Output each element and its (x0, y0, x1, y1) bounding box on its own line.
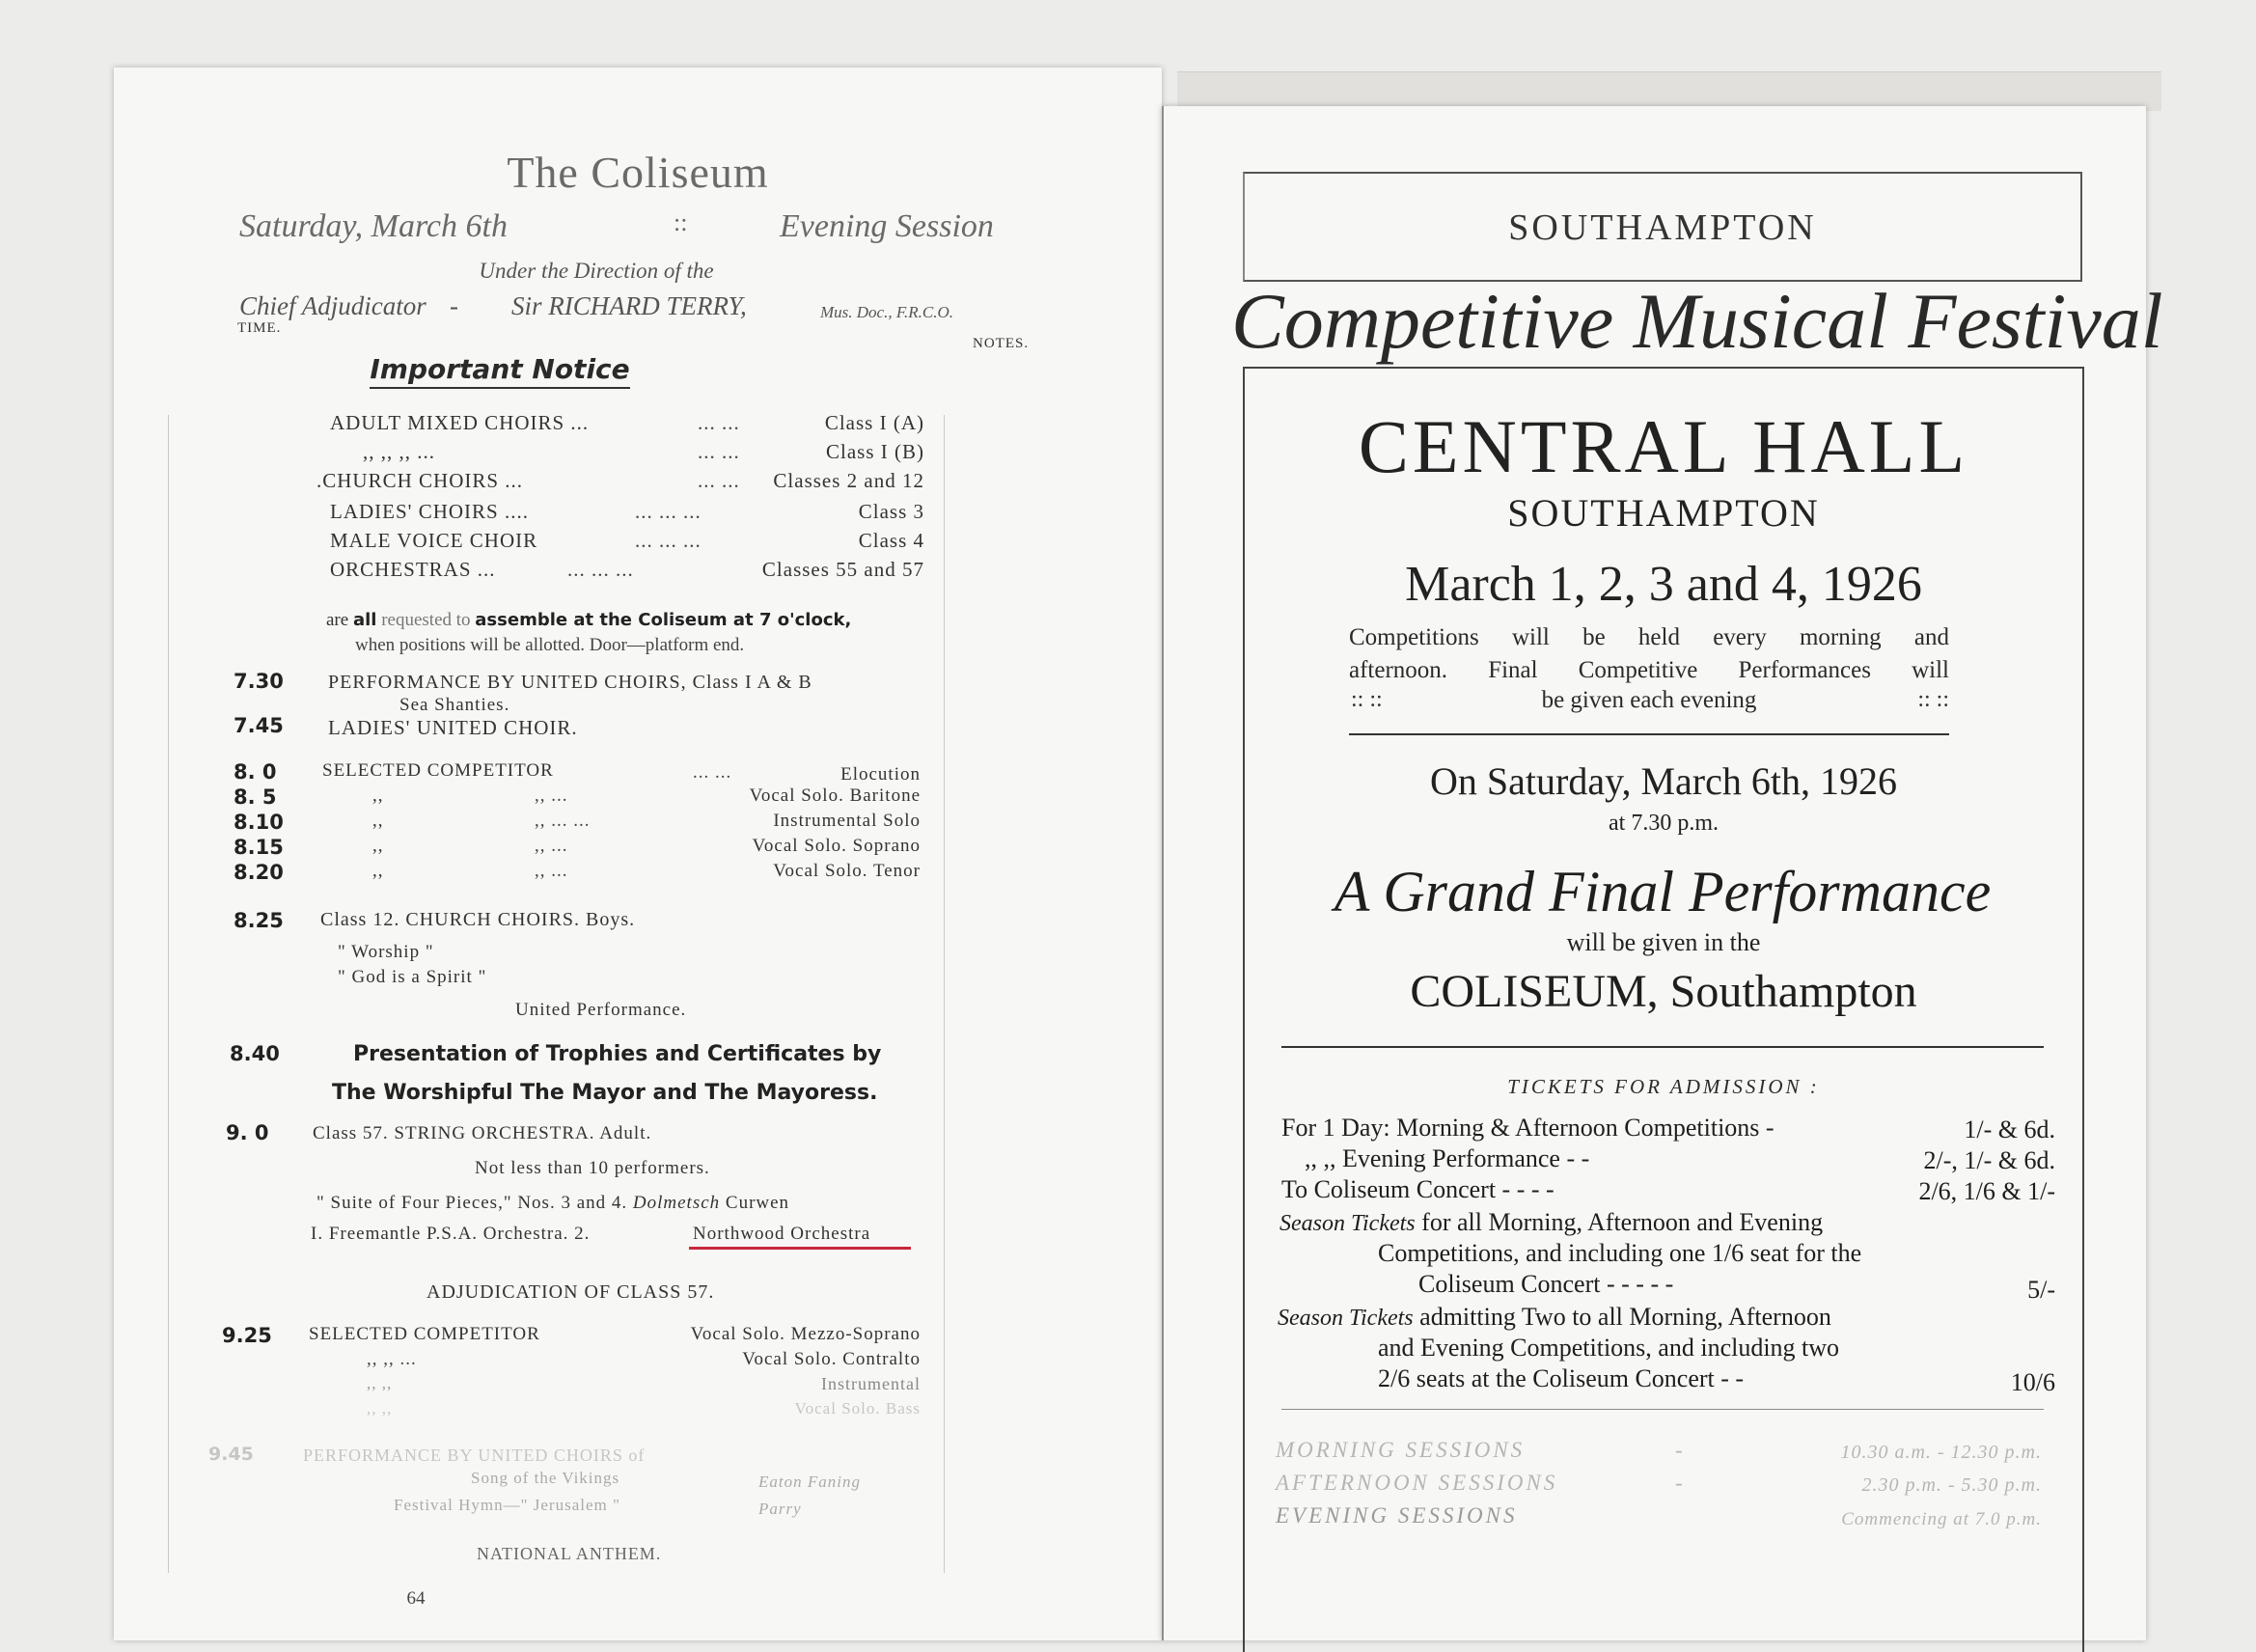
season-ticket-1-price: 5/- (2027, 1276, 2055, 1304)
adjudicator-qualifications: Mus. Doc., F.R.C.O. (820, 303, 954, 321)
performer-minimum: Not less than 10 performers. (475, 1158, 710, 1178)
song-of-the-vikings: Song of the Vikings (471, 1469, 620, 1487)
southampton-heading: SOUTHAMPTON (1508, 207, 1817, 248)
class-12-church-choirs: Class 12. CHURCH CHOIRS. Boys. (320, 909, 636, 930)
mezzo-soprano-item: Vocal Solo. Mezzo-Soprano (690, 1324, 921, 1344)
national-anthem: NATIONAL ANTHEM. (477, 1544, 662, 1563)
season-ticket-2-line-1 (1278, 1303, 1831, 1332)
choir-class: Classes 55 and 57 (761, 558, 924, 581)
song-worship: " Worship " (338, 942, 434, 962)
assemble-all: all (352, 610, 377, 630)
assemble-line-2: when positions will be allotted. Door—platform end. (355, 635, 745, 655)
season-label: Season Tickets (1279, 1211, 1416, 1236)
final-date: On Saturday, March 6th, 1926 (1430, 759, 1897, 803)
time-820: 8.20 (234, 861, 284, 884)
choir-dots: ... ... ... (635, 529, 702, 552)
competitor-item: Vocal Solo. Tenor (773, 861, 921, 881)
contralto-item: Vocal Solo. Contralto (742, 1349, 921, 1369)
chief-adjudicator-label: Chief Adjudicator (239, 291, 426, 320)
song-god-is-a-spirit: " God is a Spirit " (338, 967, 487, 987)
time-925: 9.25 (222, 1324, 272, 1347)
season-text: admitting Two to all Morning, Afternoon (1419, 1303, 1831, 1331)
orchestra-entries: I. Freemantle P.S.A. Orchestra. 2. (311, 1224, 591, 1244)
southampton-subheading: SOUTHAMPTON (1507, 491, 1820, 535)
session-name: AFTERNOON SESSIONS (1276, 1471, 1558, 1495)
divider (1349, 733, 1949, 735)
divider (1281, 1409, 2044, 1410)
united-performance-note: United Performance. (515, 1000, 687, 1020)
session-label: Evening Session (780, 208, 994, 244)
competitor-item: Vocal Solo. Baritone (749, 785, 921, 806)
session-name: MORNING SESSIONS (1276, 1438, 1526, 1462)
page-number: 64 (406, 1588, 426, 1609)
season-label: Season Tickets (1278, 1306, 1414, 1331)
session-name: EVENING SESSIONS (1276, 1503, 1518, 1528)
session-dash: - (1675, 1471, 1686, 1495)
important-notice-heading (114, 353, 886, 385)
competitor-marks: ,, ... (535, 861, 568, 881)
choir-class: Class I (B) (826, 440, 924, 463)
assemble-pre: are (326, 610, 349, 630)
time-945: 9.45 (208, 1444, 254, 1465)
composer-faning: Eaton Faning (758, 1473, 861, 1491)
session-time: 10.30 a.m. - 12.30 p.m. (1840, 1442, 2042, 1463)
selected-competitor: SELECTED COMPETITOR (309, 1324, 540, 1344)
session-time: 2.30 p.m. - 5.30 p.m. (1861, 1474, 2042, 1496)
season-ticket-1-line-3: Coliseum Concert - - - - - (1418, 1270, 1674, 1298)
back-sheet (1177, 71, 2161, 111)
class-57-string-orchestra: Class 57. STRING ORCHESTRA. Adult. (313, 1123, 652, 1143)
ticket-concert-price: 2/6, 1/6 & 1/- (1918, 1177, 2055, 1205)
tickets-heading: TICKETS FOR ADMISSION : (1507, 1075, 1820, 1098)
choir-name: ADULT MIXED CHOIRS ... (330, 411, 590, 434)
festival-hymn: Festival Hymn—" Jerusalem " (394, 1496, 620, 1514)
competitor-name: ,, (372, 861, 384, 881)
choir-dots: ... ... ... (567, 558, 634, 581)
time-745: 7.45 (234, 714, 284, 737)
choir-class: Classes 2 and 12 (773, 469, 924, 492)
ticket-concert-label: To Coliseum Concert - - - - (1281, 1175, 1554, 1203)
season-ticket-2-line-2: and Evening Competitions, and including two (1378, 1334, 1840, 1362)
time-815: 8.15 (234, 836, 284, 859)
competitions-line-3: be given each evening (1541, 687, 1757, 713)
season-ticket-2-line-3: 2/6 seats at the Coliseum Concert - - (1378, 1364, 1745, 1392)
united-choirs-final: PERFORMANCE BY UNITED CHOIRS of (303, 1446, 646, 1465)
time-840: 8.40 (230, 1042, 280, 1065)
competitor-marks: ... ... (693, 762, 732, 783)
competitor-marks: ,, ... ... (535, 811, 591, 831)
choir-class: Class 3 (858, 500, 924, 523)
instrumental-item: Instrumental (821, 1374, 921, 1393)
season-text: for all Morning, Afternoon and Evening (1421, 1208, 1824, 1236)
adjudicator-name: Sir RICHARD TERRY, (511, 291, 747, 320)
final-time: at 7.30 p.m. (1609, 811, 1719, 836)
suite-text: " Suite of Four Pieces," Nos. 3 and 4. (316, 1193, 628, 1213)
trophies-line-2: The Worshipful The Mayor and The Mayoress. (332, 1081, 878, 1105)
choir-name: MALE VOICE CHOIR (330, 529, 538, 552)
season-ticket-1-line-2: Competitions, and including one 1/6 seat for the (1378, 1239, 1862, 1267)
competitor-item: Instrumental Solo (773, 811, 921, 831)
trophies-line-1: Presentation of Trophies and Certificates by (353, 1042, 882, 1066)
ornament-right: :: :: (1917, 687, 1949, 712)
choir-name: ,, ,, ,, ... (363, 440, 435, 463)
choir-dots: ... ... (698, 469, 740, 492)
competitions-line-1: Competitions will be held every morning and (1349, 624, 1949, 650)
competitor-marks: ,, ... (535, 836, 568, 856)
direction-line: Under the Direction of the (479, 259, 714, 283)
composer-dolmetsch: Dolmetsch (632, 1193, 721, 1213)
competitor-name: ,, (372, 836, 384, 856)
choir-dots: ... ... ... (635, 500, 702, 523)
ticket-evening-price: 2/-, 1/- & 6d. (1923, 1146, 2055, 1174)
divider (1281, 1046, 2044, 1048)
season-ticket-2-price: 10/6 (2010, 1368, 2055, 1396)
choir-class: Class 4 (858, 529, 924, 552)
competitor-name: ,, (372, 811, 384, 831)
right-page (1162, 106, 2163, 1640)
adjudication-class-57: ADJUDICATION OF CLASS 57. (426, 1281, 715, 1303)
instrumental-marks: ,, ,, (367, 1374, 393, 1392)
choir-dots: ... ... (698, 440, 740, 463)
time-810: 8.10 (234, 811, 284, 834)
central-hall-heading: CENTRAL HALL (1358, 404, 1969, 488)
sea-shanties: Sea Shanties. (399, 695, 510, 715)
season-ticket-1-line-1 (1279, 1208, 1823, 1237)
venue-title: The Coliseum (507, 148, 769, 197)
bass-item: Vocal Solo. Bass (794, 1399, 921, 1418)
choir-name: .CHURCH CHOIRS ... (316, 469, 524, 492)
time-805: 8. 5 (234, 785, 277, 809)
assemble-requested: requested to (381, 610, 471, 630)
assemble-bold: assemble at the Coliseum at 7 o'clock, (475, 610, 852, 630)
session-time: Commencing at 7.0 p.m. (1841, 1509, 2042, 1529)
choir-dots: ... ... (698, 411, 740, 434)
session-dash: - (1675, 1438, 1686, 1462)
competitor-item: Vocal Solo. Soprano (752, 836, 921, 856)
assemble-line-1 (326, 610, 851, 631)
time-800: 8. 0 (234, 760, 277, 784)
margin-rule (944, 415, 945, 1573)
ticket-evening-label: ,, ,, Evening Performance - - (1305, 1144, 1590, 1172)
separator: :: (674, 208, 688, 236)
northwood-orchestra: Northwood Orchestra (693, 1224, 871, 1244)
bass-marks: ,, ,, (367, 1399, 393, 1418)
festival-dates: March 1, 2, 3 and 4, 1926 (1405, 557, 1922, 612)
suite-title (316, 1193, 789, 1214)
notes-column-label: NOTES. (973, 336, 1030, 351)
choir-name: ORCHESTRAS ... (330, 558, 496, 581)
time-730: 7.30 (234, 670, 284, 693)
ladies-united-choir: LADIES' UNITED CHOIR. (328, 716, 578, 739)
red-underline (689, 1247, 911, 1250)
composer-curwen: Curwen (725, 1193, 790, 1213)
day-label: Saturday, March 6th (239, 208, 508, 244)
competitor-item: Elocution (840, 764, 921, 785)
choir-name: LADIES' CHOIRS .... (330, 500, 529, 523)
choir-class: Class I (A) (824, 411, 924, 434)
ornament-left: :: :: (1351, 687, 1383, 712)
ticket-day-label: For 1 Day: Morning & Afternoon Competitions - (1281, 1114, 1775, 1142)
important-notice-text: Important Notice (370, 353, 629, 389)
time-825: 8.25 (234, 909, 284, 932)
left-page (114, 68, 1162, 1640)
competitor-name: SELECTED COMPETITOR (322, 760, 554, 781)
united-choirs-performance: PERFORMANCE BY UNITED CHOIRS, Class I A & B (328, 672, 812, 693)
grand-final-heading: A Grand Final Performance (1334, 860, 1992, 923)
composer-parry: Parry (758, 1500, 802, 1518)
competitions-line-2: afternoon. Final Competitive Performances will (1349, 657, 1949, 683)
competitor-marks: ,, ... (535, 785, 568, 806)
coliseum-venue: COLISEUM, Southampton (1410, 966, 1917, 1017)
time-900: 9. 0 (226, 1121, 269, 1144)
competitor-name: ,, (372, 785, 384, 806)
contralto-marks: ,, ,, ... (367, 1349, 417, 1369)
time-column-label: TIME. (237, 320, 282, 336)
margin-rule (168, 415, 169, 1573)
dash: - (450, 291, 458, 320)
festival-title: Competitive Musical Festival (1231, 277, 2163, 365)
ticket-day-price: 1/- & 6d. (1964, 1115, 2055, 1143)
will-be-given-text: will be given in the (1566, 928, 1761, 956)
